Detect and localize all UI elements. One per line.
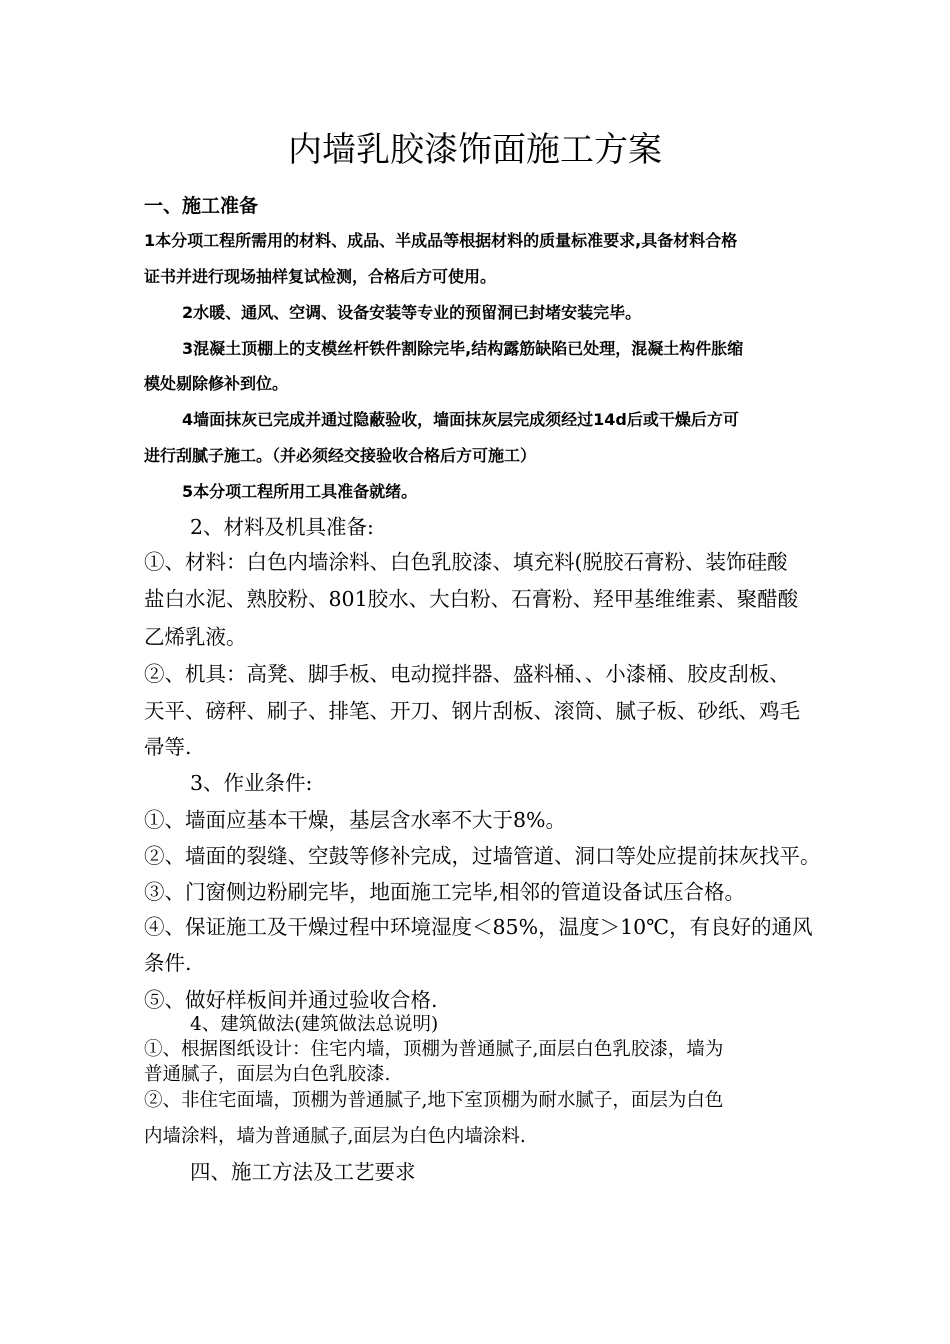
paragraph-line: 5本分项工程所用工具准备就绪。	[182, 482, 418, 501]
section-heading-materials: 2、材料及机具准备:	[190, 515, 374, 539]
paragraph-line: 条件.	[144, 951, 192, 975]
paragraph-line: 2水暖、通风、空调、设备安装等专业的预留洞已封堵安装完毕。	[182, 303, 642, 322]
paragraph-line: ①、墙面应基本干燥，基层含水率不大于8%。	[144, 808, 567, 832]
paragraph-line: 天平、磅秤、刷子、排笔、开刀、钢片刮板、滚筒、腻子板、砂纸、鸡毛	[144, 699, 800, 723]
paragraph-line: ②、机具：高凳、脚手板、电动搅拌器、盛料桶、、小漆桶、胶皮刮板、	[144, 662, 790, 686]
section-heading-methods: 四、施工方法及工艺要求	[190, 1160, 416, 1184]
paragraph-line: ②、非住宅面墙，顶棚为普通腻子,地下室顶棚为耐水腻子，面层为白色	[144, 1090, 724, 1111]
paragraph-line: 3混凝土顶棚上的支模丝杆铁件割除完毕,结构露筋缺陷已处理，混凝土构件胀缩	[182, 339, 744, 358]
paragraph-line: ②、墙面的裂缝、空鼓等修补完成，过墙管道、洞口等处应提前抹灰找平。	[144, 844, 821, 868]
paragraph-line: ①、根据图纸设计：住宅内墙，顶棚为普通腻子,面层白色乳胶漆，墙为	[144, 1039, 724, 1060]
paragraph-line: 模处剔除修补到位。	[144, 374, 289, 393]
paragraph-line: 1本分项工程所需用的材料、成品、半成品等根据材料的质量标准要求,具备材料合格	[144, 231, 738, 250]
paragraph-line: ④、保证施工及干燥过程中环境湿度＜85%，温度＞10℃，有良好的通风	[144, 915, 813, 939]
section-heading-conditions: 3、作业条件:	[190, 771, 313, 795]
paragraph-line: 证书并进行现场抽样复试检测，合格后方可使用。	[144, 267, 497, 286]
section-heading-construction: 4、建筑做法(建筑做法总说明)	[190, 1014, 439, 1035]
paragraph-line: 盐白水泥、熟胶粉、801胶水、大白粉、石膏粉、羟甲基维维素、聚醋酸	[144, 587, 799, 611]
document-title: 内墙乳胶漆饰面施工方案	[288, 130, 662, 170]
paragraph-line: ⑤、做好样板间并通过验收合格.	[144, 988, 438, 1012]
section-heading-preparation: 一、施工准备	[144, 195, 259, 217]
paragraph-line: ③、门窗侧边粉刷完毕，地面施工完毕,相邻的管道设备试压合格。	[144, 880, 746, 904]
paragraph-line: 普通腻子，面层为白色乳胶漆.	[144, 1064, 391, 1085]
paragraph-line: 进行刮腻子施工。（并必须经交接验收合格后方可施工）	[144, 446, 537, 465]
paragraph-line: ①、材料：白色内墙涂料、白色乳胶漆、填充料(脱胶石膏粉、装饰硅酸	[144, 550, 788, 574]
paragraph-line: 内墙涂料，墙为普通腻子,面层为白色内墙涂料.	[144, 1126, 526, 1147]
paragraph-line: 帚等.	[144, 735, 192, 759]
paragraph-line: 4墙面抹灰已完成并通过隐蔽验收，墙面抹灰层完成须经过14d后或干燥后方可	[182, 410, 739, 429]
paragraph-line: 乙烯乳液。	[144, 625, 247, 649]
